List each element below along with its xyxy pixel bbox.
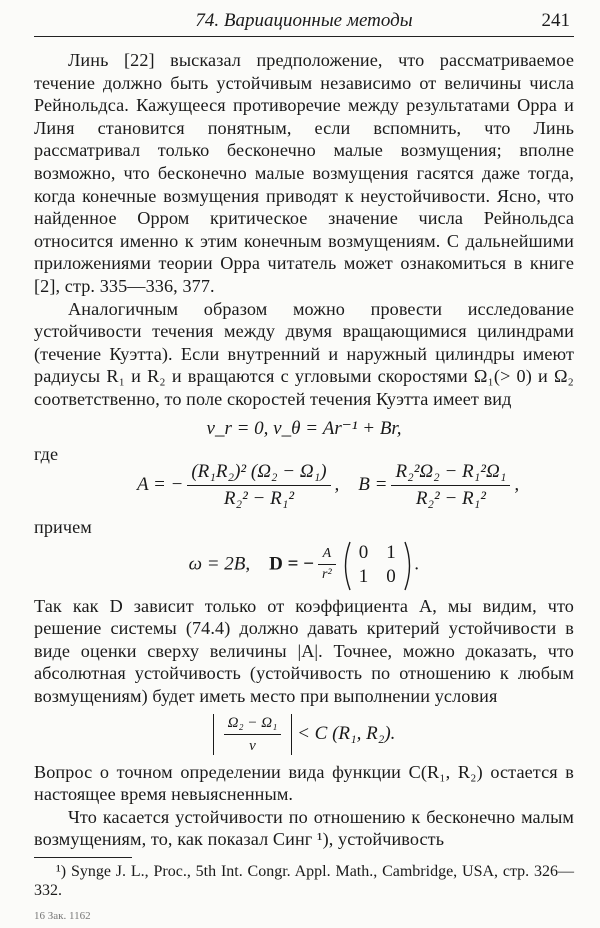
running-head [34,6,574,37]
equation-omega: ω = 2B, [188,553,251,575]
matrix-D [340,541,415,589]
fraction-D [318,546,336,583]
fraction-B [391,461,510,510]
printer-signature: 16 Зак. 1162 [34,910,91,923]
matrix-cell: 1 [386,541,396,563]
page [34,6,574,922]
footnote-rule [34,857,132,858]
equation-matrix: ω = 2B, D = − $\frac{A}{\text{r²}}$ 0 1 1 0 . [34,541,574,589]
footnote: ¹) Synge J. L., Proc., 5th Int. Congr. Appl. Math., Cambridge, USA, стр. 326—332. [34,863,574,900]
fraction-D-denominator: r² [322,567,332,583]
paragraph-couette: Аналогичным образом можно провести исследование устойчивости течения между двумя вращающимися цилиндрами (течение Куэтта). Если внутренний и наружный цилиндры имеют радиусы R₁ и R₂ и вращаются с угловыми скоростями Ω₁(> 0) и Ω₂ соответственно, то поле скоростей течения Куэтта имеет вид [34,298,574,409]
chapter-title: 74. Вариационные методы [195,10,413,31]
fraction-A-numerator: (R₁R₂)² (Ω₂ − Ω₁) [187,461,330,486]
fraction-A-denominator: R₂² − R₁² [223,488,295,510]
fraction-condition-numerator: Ω₂ − Ω₁ [224,714,282,735]
right-paren-icon [403,541,415,591]
page-number: 241 [541,10,570,31]
matrix-cell: 0 [358,541,369,563]
label-where: где [34,443,59,464]
matrix-cell: 1 [358,565,369,587]
paragraph-stability: Так как D зависит только от коэффициента A, мы видим, что решение системы (74.4) должно давать критерий устойчивости в виде оценки сверху величины |A|. Точнее, можно доказать, что абсолютная устойчивость (устойчивость по отношению к любым возмущениям) будет иметь место при выполнении условия [34,595,574,707]
fraction-B-denominator: R₂² − R₁² [415,488,486,510]
paragraph-question: Вопрос о точном определении вида функции C(R₁, R₂) остается в настоящее время невыясненным. [34,761,574,805]
fraction-condition-denominator: ν [249,737,256,754]
equation-condition [34,714,574,755]
paragraph-synge: Что касается устойчивости по отношению к бесконечно малым возмущениям, то, как показал Синг ¹), устойчивость [34,806,574,850]
equation-coefficients: A = − $\frac{\text{(R₁R₂)² (Ω₂ − Ω₁)}}{\text{R₂² − R₁²}}$ , B = $\frac{\text{R₂²Ω₂ − R₁²Ω₁}}{\text{R₂² − R₁²}}$ , [136,461,520,510]
fraction-B-numerator: R₂²Ω₂ − R₁²Ω₁ [391,461,510,486]
left-paren-icon [340,541,352,591]
condition-rhs: < C (R₁, R₂). [297,722,396,744]
fraction-condition [224,714,282,755]
equation-velocity: v_r = 0, v_θ = Ar⁻¹ + Br, [206,417,402,439]
label-moreover: причем [34,517,92,538]
paragraph-lin: Линь [22] высказал предположение, что рассматриваемое течение должно быть устойчивым независимо от величины числа Рейнольдса. Кажущееся противоречие между результатами Орра и Линя становится понятным, если вспомнить, что Линь рассматривал только бесконечно малые возмущения; вполне возможно, что бесконечно малые возмущения гасятся даже тогда, когда конечные возмущения приводят к неустойчивости. Ясно, что найденное Орром критическое значение числа Рейнольдса относится именно к этим конечным возмущениям. С дальнейшими приложениями теории Орра читатель может ознакомиться в книге [2], стр. 335—336, 377. [34,50,574,296]
absolute-value [213,714,293,755]
fraction-A [187,461,330,510]
matrix-cell: 0 [386,565,396,587]
fraction-D-numerator: A [318,546,336,565]
equation-D-lhs: D = − [269,553,315,575]
